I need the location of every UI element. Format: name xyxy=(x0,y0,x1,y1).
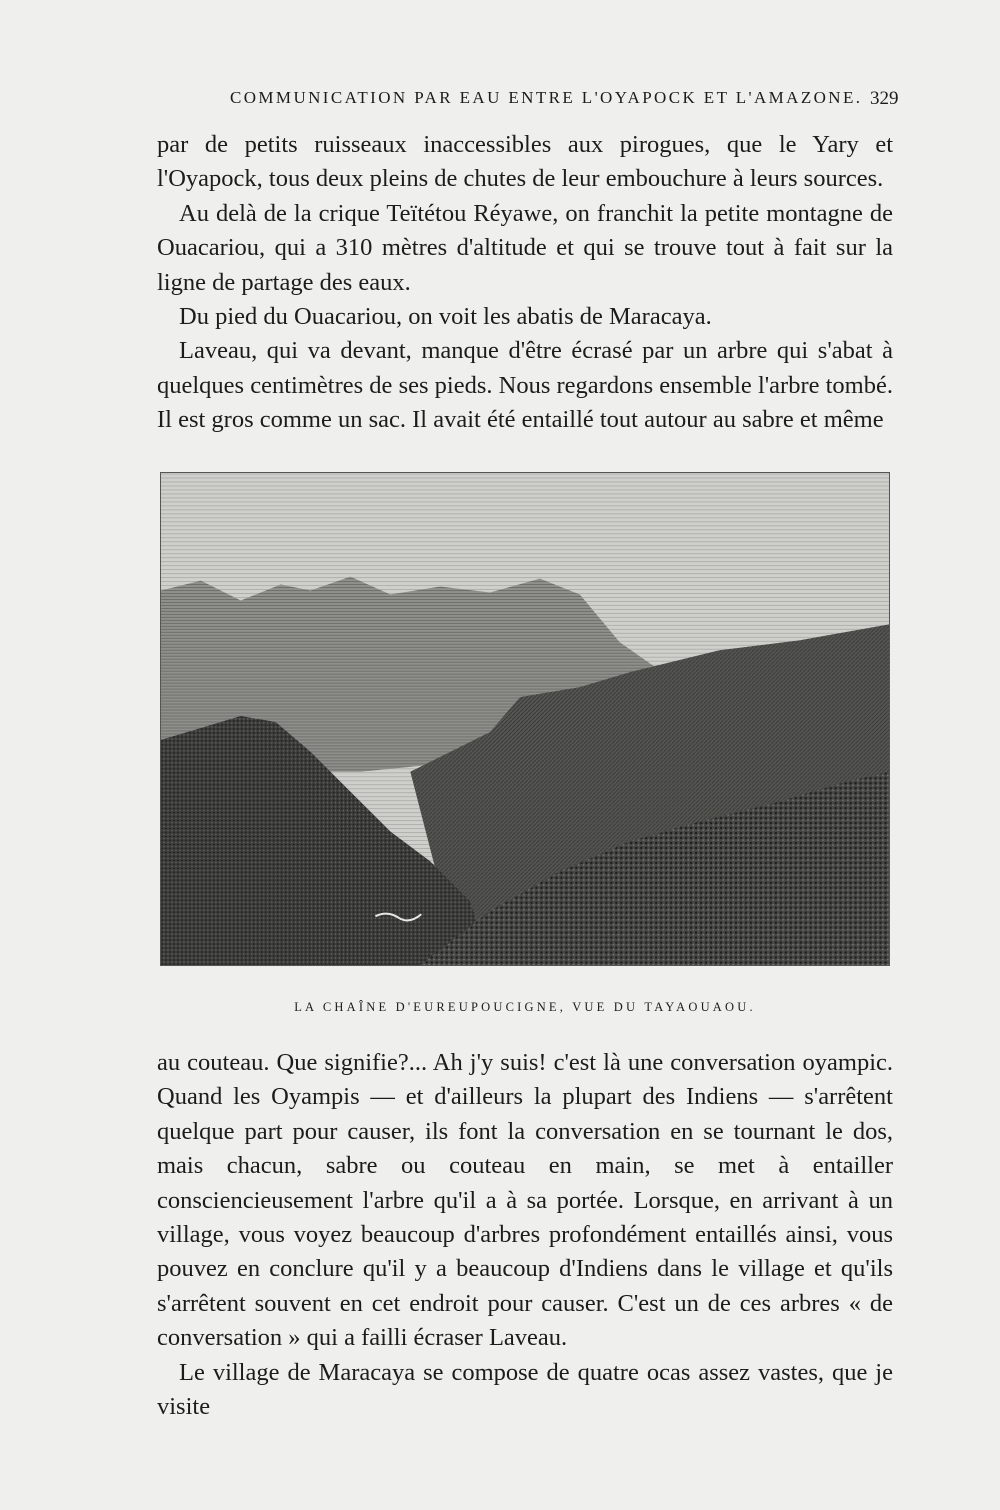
text-block-bottom xyxy=(157,1046,893,1424)
running-head: COMMUNICATION PAR EAU ENTRE L'OYAPOCK ET L'AMAZONE. xyxy=(230,88,863,107)
paragraph: Du pied du Ouacariou, on voit les abatis de Maracaya. xyxy=(179,303,712,331)
paragraph: par de petits ruisseaux inaccessibles aux pirogues, que le Yary et l'Oyapock, tous deux pleins de chutes de leur embouchure à leurs sources. xyxy=(157,131,893,193)
engraving-illustration xyxy=(160,472,890,966)
paragraph: au couteau. Que signifie?... Ah j'y suis! c'est là une conversation oyampic. Quand les Oyampis — et d'ailleurs la plupart des Indiens — s'arrêtent quelque part pour causer, ils font la conversation en se tournant le dos, mais chacun, sabre ou couteau en main, se met à entailler consciencieusement l'arbre qu'il a à sa portée. Lorsque, en arrivant à un village, vous voyez beaucoup d'arbres profondément entaillés ainsi, vous pouvez en conclure qu'il y a beaucoup d'Indiens dans le village et qu'ils s'arrêtent souvent en cet endroit pour causer. C'est un de ces arbres « de conversation » qui a failli écraser Laveau. xyxy=(157,1049,893,1352)
paragraph: Laveau, qui va devant, manque d'être écrasé par un arbre qui s'abat à quelques centimètres de ses pieds. Nous regardons ensemble l'arbre tombé. Il est gros comme un sac. Il avait été entaillé tout autour au sabre et même xyxy=(157,337,893,434)
text-block-top xyxy=(157,128,893,438)
paragraph: Le village de Maracaya se compose de quatre ocas assez vastes, que je visite xyxy=(157,1358,893,1421)
mountain-landscape-image xyxy=(161,473,889,965)
figure-caption: LA CHAÎNE D'EUREUPOUCIGNE, VUE DU TAYAOUAOU. xyxy=(294,1000,756,1014)
page-number: 329 xyxy=(870,88,899,109)
paragraph: Au delà de la crique Teïtétou Réyawe, on franchit la petite montagne de Ouacariou, qui a 310 mètres d'altitude et qui se trouve tout à fait sur la ligne de partage des eaux. xyxy=(157,199,893,296)
